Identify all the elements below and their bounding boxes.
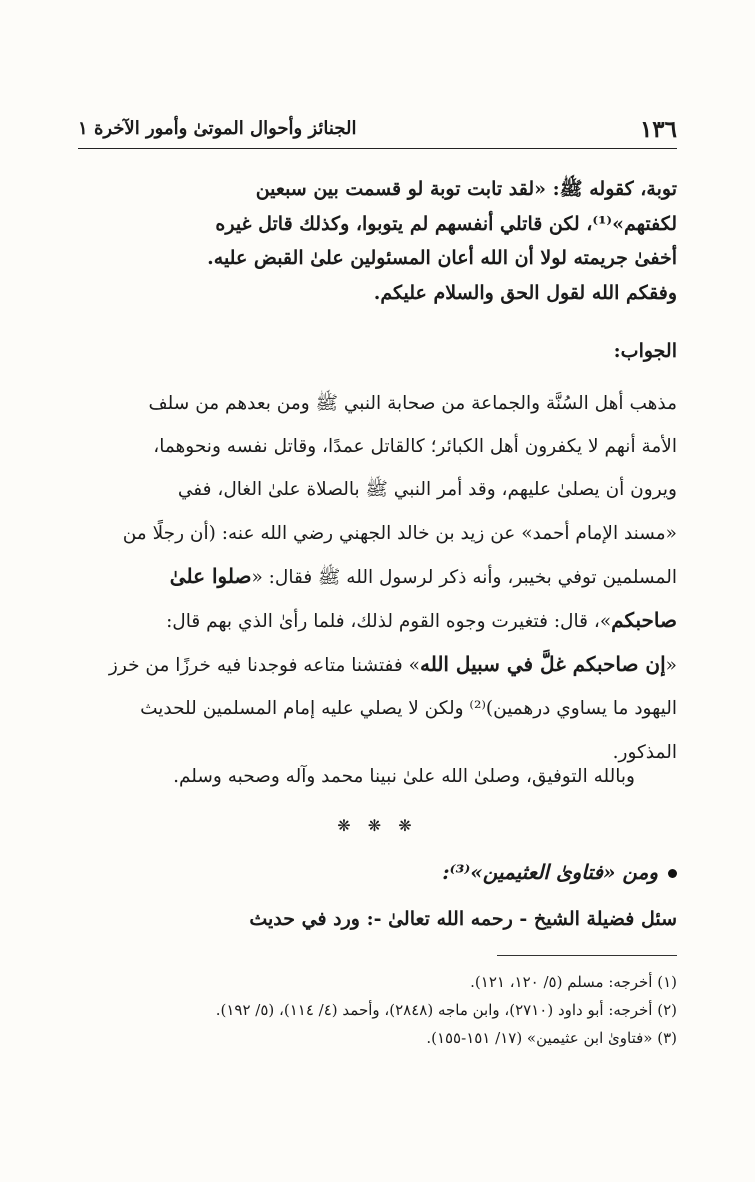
section-title <box>442 860 677 884</box>
question-line: وفقكم الله لقول الحق والسلام عليكم. <box>373 281 677 304</box>
answer-line: المذكور. <box>612 741 677 763</box>
answer-text <box>78 382 677 774</box>
closing-line: وبالله التوفيق، وصلىٰ الله علىٰ نبينا محمد وآله وصحبه وسلم. <box>173 766 635 787</box>
running-title: الجنائز وأحوال الموتىٰ وأمور الآخرة ١ <box>78 118 357 139</box>
bold-phrase: صاحبكم <box>611 608 677 633</box>
question-line: توبة، كقوله ﷺ: «لقد تابت توبة لو قسمت بين سبعين <box>255 178 677 200</box>
question-line: لكفتهم»⁽¹⁾، لكن قاتلي أنفسهم لم يتوبوا، وكذلك قاتل غيره <box>215 212 677 235</box>
answer-line: اليهود ما يساوي درهمين)⁽²⁾ ولكن لا يصلي عليه إمام المسلمين للحديث <box>140 698 677 720</box>
answer-line <box>78 643 677 687</box>
page-number: ١٣٦ <box>639 116 677 143</box>
bullet-icon <box>668 869 677 878</box>
answer-line-text: » ففتشنا متاعه فوجدنا فيه خرزًا من خرز <box>108 655 420 677</box>
answer-line: «مسند الإمام أحمد» عن زيد بن خالد الجهني رضي الله عنه: (أن رجلًا من <box>122 522 677 544</box>
footnote-divider <box>497 955 677 956</box>
footnote: (٣) «فتاوىٰ ابن عثيمين» (١٧/ ١٥١-١٥٥). <box>426 1029 677 1047</box>
section-title-text: ومن «فتاوىٰ العثيمين»⁽³⁾: <box>442 860 658 884</box>
bold-phrase: إن صاحبكم غلَّ في سبيل الله <box>419 652 666 677</box>
bold-phrase: صلوا علىٰ <box>169 563 252 588</box>
section-separator: ❋ ❋ ❋ <box>337 816 418 835</box>
answer-heading: الجواب: <box>613 340 677 362</box>
answer-line <box>78 599 677 643</box>
running-header <box>78 112 677 149</box>
answer-line <box>78 555 677 599</box>
answer-line-text: »، قال: فتغيرت وجوه القوم لذلك، فلما رأىٰ الذي بهم قال: <box>166 611 612 633</box>
answer-line: ويرون أن يصلىٰ عليهم، وقد أمر النبي ﷺ بالصلاة علىٰ الغال، ففي <box>177 479 677 501</box>
answer-line-text: « <box>665 655 677 677</box>
answer-line-text: المسلمين توفي بخيبر، وأنه ذكر لرسول الله ﷺ فقال: « <box>251 566 677 588</box>
footnote: (١) أخرجه: مسلم (٥/ ١٢٠، ١٢١). <box>470 973 677 991</box>
question-text <box>78 172 677 310</box>
section-first-line: سئل فضيلة الشيخ - رحمه الله تعالىٰ -: ورد في حديث <box>249 908 677 930</box>
answer-line: مذهب أهل السُنَّة والجماعة من صحابة النبي ﷺ ومن بعدهم من سلف <box>148 393 677 414</box>
answer-line: الأمة أنهم لا يكفرون أهل الكبائر؛ كالقاتل عمدًا، وقاتل نفسه ونحوهما، <box>153 436 677 458</box>
footnote: (٢) أخرجه: أبو داود (٢٧١٠)، وابن ماجه (٢٨٤٨)، وأحمد (٤/ ١١٤)، (٥/ ١٩٢). <box>215 1001 677 1019</box>
question-line: أخفىٰ جريمته لولا أن الله أعان المسئولين علىٰ القبض عليه. <box>207 247 677 269</box>
